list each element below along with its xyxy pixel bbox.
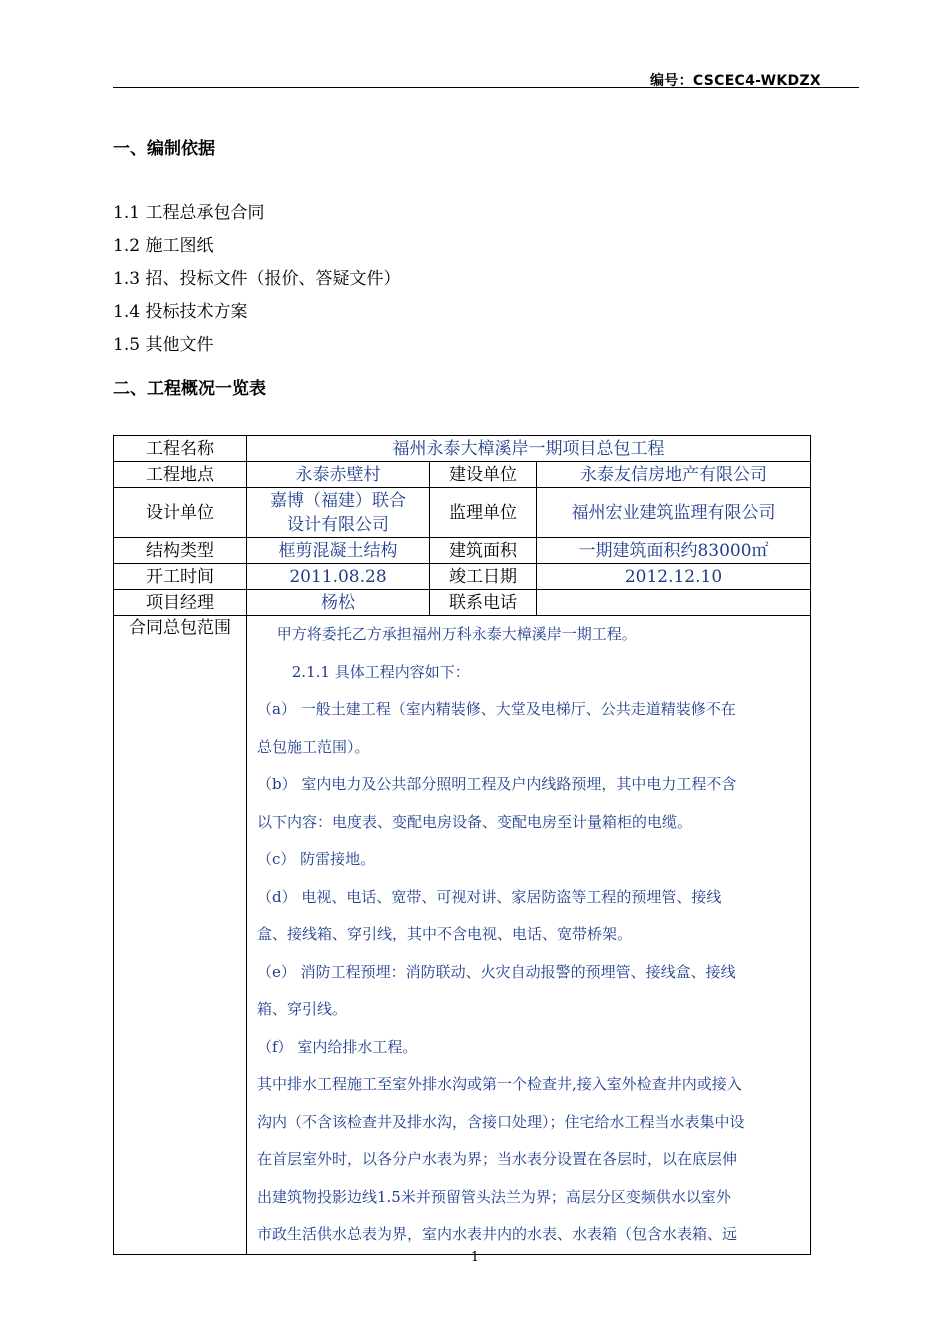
scope-line: 总包施工范围）。 [257,737,370,756]
scope-line: （a） 一般土建工程（室内精装修、大堂及电梯厅、公共走道精装修不在 [257,700,736,718]
scope-content [247,616,811,1255]
scope-label: 合同总包范围 [114,616,247,1255]
page-number: 1 [470,1250,480,1265]
scope-line: 盒、接线箱、穿引线，其中不含电视、电话、宽带桥架。 [257,925,633,943]
scope-line: 其中排水工程施工至室外排水沟或第一个检查井,接入室外检查井内或接入 [257,1075,742,1093]
manager-label: 项目经理 [114,590,247,616]
scope-line: 甲方将委托乙方承担福州万科永泰大樟溪岸一期工程。 [257,625,637,643]
scope-line: 箱、穿引线。 [257,1000,348,1018]
owner-value: 永泰友信房地产有限公司 [537,462,811,488]
scope-line: 以下内容：电度表、变配电房设备、变配电房至计量箱柜的电缆。 [257,812,693,831]
design-value [247,488,430,538]
scope-line: （f） 室内给排水工程。 [257,1037,418,1056]
basis-item-4: 1.4 投标技术方案 [113,302,248,322]
basis-item-5: 1.5 其他文件 [113,335,214,355]
scope-line: （e） 消防工程预埋：消防联动、火灾自动报警的预埋管、接线盒、接线 [257,962,736,981]
structure-value: 框剪混凝土结构 [247,538,430,564]
scope-line: 在首层室外时，以各分户水表为界；当水表分设置在各层时，以在底层伸 [257,1150,738,1168]
owner-label: 建设单位 [430,462,537,488]
start-date-label: 开工时间 [114,564,247,590]
area-label: 建筑面积 [430,538,537,564]
project-name-label: 工程名称 [114,436,247,462]
location-value: 永泰赤壁村 [247,462,430,488]
supervisor-label: 监理单位 [430,488,537,538]
area-value: 一期建筑面积约83000㎡ [537,538,811,564]
manager-value: 杨松 [247,590,430,616]
finish-date-label: 竣工日期 [430,564,537,590]
structure-label: 结构类型 [114,538,247,564]
start-date-value: 2011.08.28 [247,564,430,590]
scope-line: 市政生活供水总表为界，室内水表井内的水表、水表箱（包含水表箱、远 [257,1225,738,1243]
location-label: 工程地点 [114,462,247,488]
header-rule [113,87,859,88]
scope-line: （c） 防雷接地。 [257,850,376,868]
basis-item-3: 1.3 招、投标文件（报价、答疑文件） [113,269,401,289]
phone-label: 联系电话 [430,590,537,616]
scope-line: （d） 电视、电话、宽带、可视对讲、家居防盗等工程的预埋管、接线 [257,887,722,906]
supervisor-value: 福州宏业建筑监理有限公司 [537,488,811,538]
basis-item-1: 1.1 工程总承包合同 [113,203,265,223]
section-2-title: 二、工程概况一览表 [113,379,266,399]
design-value-line-2: 设计有限公司 [287,514,389,535]
basis-item-2: 1.2 施工图纸 [113,236,214,256]
section-1-title: 一、编制依据 [113,139,215,159]
scope-line: 沟内（不含该检查井及排水沟，含接口处理）；住宅给水工程当水表集中设 [257,1112,745,1131]
scope-line: （b） 室内电力及公共部分照明工程及户内线路预埋，其中电力工程不含 [257,775,737,793]
scope-line: 2.1.1 具体工程内容如下： [257,662,470,681]
project-name-value: 福州永泰大樟溪岸一期项目总包工程 [247,436,811,462]
document-code: 编号：CSCEC4-WKDZX [650,73,822,89]
design-label: 设计单位 [114,488,247,538]
finish-date-value: 2012.12.10 [537,564,811,590]
design-value-line-1: 嘉博（福建）联合 [270,490,406,511]
scope-line: 出建筑物投影边线1.5米并预留管头法兰为界；高层分区变频供水以室外 [257,1187,731,1206]
project-overview-table [113,435,811,1255]
phone-value [537,590,811,616]
